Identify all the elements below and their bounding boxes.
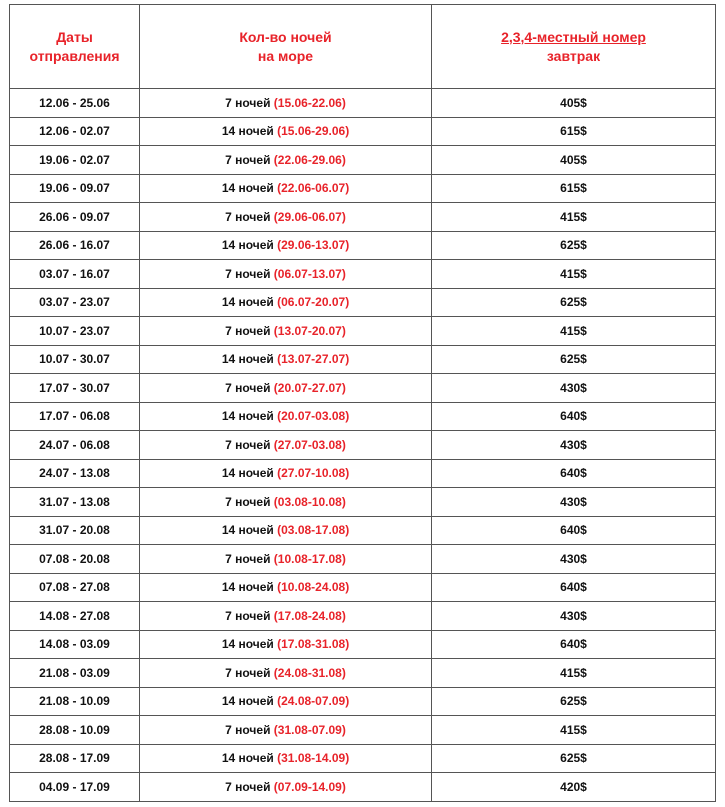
stay-period: (10.08-17.08) xyxy=(273,551,346,566)
nights-count: 7 ночей xyxy=(225,551,271,566)
header-room-price xyxy=(432,5,716,89)
nights-count: 14 ночей xyxy=(221,637,274,652)
stay-period: (13.07-20.07) xyxy=(273,323,346,338)
nights-cell xyxy=(140,488,432,517)
price-value: 415$ xyxy=(560,323,587,338)
table-row xyxy=(10,545,716,574)
stay-period: (24.08-07.09) xyxy=(277,694,350,709)
departure-dates: 19.06 - 09.07 xyxy=(39,181,110,196)
price-cell xyxy=(432,174,716,203)
stay-period: (29.06-13.07) xyxy=(277,238,350,253)
departure-dates-cell xyxy=(10,402,140,431)
departure-dates: 31.07 - 13.08 xyxy=(39,494,110,509)
nights-count: 7 ночей xyxy=(225,323,271,338)
nights-count: 7 ночей xyxy=(225,209,271,224)
price-cell xyxy=(432,516,716,545)
stay-period: (06.07-13.07) xyxy=(273,266,346,281)
price-value: 615$ xyxy=(560,181,587,196)
header-departure-line-2: отправления xyxy=(29,47,120,64)
nights-count: 7 ночей xyxy=(225,608,271,623)
departure-dates: 28.08 - 10.09 xyxy=(39,722,110,737)
stay-period: (15.06-22.06) xyxy=(273,95,346,110)
table-row xyxy=(10,488,716,517)
price-value: 430$ xyxy=(560,551,587,566)
nights-count: 14 ночей xyxy=(221,409,274,424)
table-row xyxy=(10,288,716,317)
nights-cell xyxy=(140,659,432,688)
departure-dates: 26.06 - 16.07 xyxy=(39,238,110,253)
header-departure-dates xyxy=(10,5,140,89)
departure-dates: 17.07 - 06.08 xyxy=(39,409,110,424)
departure-dates: 21.08 - 03.09 xyxy=(39,665,110,680)
departure-dates: 14.08 - 03.09 xyxy=(39,637,110,652)
nights-count: 14 ночей xyxy=(221,295,274,310)
price-cell xyxy=(432,459,716,488)
departure-dates-cell xyxy=(10,687,140,716)
stay-period: (31.08-14.09) xyxy=(277,751,350,766)
price-cell xyxy=(432,659,716,688)
departure-dates-cell xyxy=(10,174,140,203)
price-cell xyxy=(432,117,716,146)
departure-dates: 10.07 - 23.07 xyxy=(39,323,110,338)
nights-count: 7 ночей xyxy=(225,779,271,794)
price-cell xyxy=(432,431,716,460)
header-departure-line-1: Даты xyxy=(56,28,93,45)
price-value: 640$ xyxy=(560,466,587,481)
nights-cell xyxy=(140,89,432,118)
stay-period: (29.06-06.07) xyxy=(273,209,346,224)
departure-dates: 07.08 - 27.08 xyxy=(39,580,110,595)
price-cell xyxy=(432,687,716,716)
nights-cell xyxy=(140,402,432,431)
table-row xyxy=(10,117,716,146)
departure-dates-cell xyxy=(10,744,140,773)
stay-period: (27.07-03.08) xyxy=(273,437,346,452)
table-row xyxy=(10,260,716,289)
nights-count: 14 ночей xyxy=(221,466,274,481)
nights-count: 7 ночей xyxy=(225,494,271,509)
price-cell xyxy=(432,146,716,175)
nights-cell xyxy=(140,545,432,574)
price-cell xyxy=(432,89,716,118)
nights-cell xyxy=(140,203,432,232)
departure-dates: 03.07 - 16.07 xyxy=(39,266,110,281)
nights-count: 7 ночей xyxy=(225,380,271,395)
nights-count: 7 ночей xyxy=(225,266,271,281)
stay-period: (20.07-03.08) xyxy=(277,409,350,424)
nights-cell xyxy=(140,716,432,745)
table-row xyxy=(10,687,716,716)
price-value: 430$ xyxy=(560,380,587,395)
table-row xyxy=(10,573,716,602)
price-value: 415$ xyxy=(560,665,587,680)
nights-count: 7 ночей xyxy=(225,437,271,452)
departure-dates: 10.07 - 30.07 xyxy=(39,352,110,367)
stay-period: (15.06-29.06) xyxy=(277,124,350,139)
departure-dates-cell xyxy=(10,488,140,517)
price-cell xyxy=(432,716,716,745)
nights-cell xyxy=(140,516,432,545)
nights-count: 7 ночей xyxy=(225,722,271,737)
table-row xyxy=(10,146,716,175)
table-row xyxy=(10,317,716,346)
departure-dates: 19.06 - 02.07 xyxy=(39,152,110,167)
departure-dates: 04.09 - 17.09 xyxy=(39,779,110,794)
stay-period: (22.06-29.06) xyxy=(273,152,346,167)
departure-dates: 03.07 - 23.07 xyxy=(39,295,110,310)
price-cell xyxy=(432,317,716,346)
price-value: 420$ xyxy=(560,779,587,794)
price-cell xyxy=(432,374,716,403)
nights-cell xyxy=(140,345,432,374)
nights-count: 7 ночей xyxy=(225,152,271,167)
price-value: 625$ xyxy=(560,295,587,310)
price-value: 405$ xyxy=(560,95,587,110)
nights-cell xyxy=(140,146,432,175)
table-row xyxy=(10,89,716,118)
price-value: 640$ xyxy=(560,523,587,538)
price-value: 625$ xyxy=(560,352,587,367)
departure-dates: 07.08 - 20.08 xyxy=(39,551,110,566)
nights-count: 14 ночей xyxy=(221,580,274,595)
price-cell xyxy=(432,744,716,773)
price-cell xyxy=(432,773,716,802)
table-row xyxy=(10,716,716,745)
table-row xyxy=(10,459,716,488)
nights-cell xyxy=(140,317,432,346)
departure-dates-cell xyxy=(10,573,140,602)
departure-dates: 21.08 - 10.09 xyxy=(39,694,110,709)
price-cell xyxy=(432,602,716,631)
departure-dates: 14.08 - 27.08 xyxy=(39,608,110,623)
price-value: 430$ xyxy=(560,608,587,623)
stay-period: (03.08-17.08) xyxy=(277,523,350,538)
nights-cell xyxy=(140,459,432,488)
nights-count: 14 ночей xyxy=(221,352,274,367)
stay-period: (17.08-31.08) xyxy=(277,637,350,652)
departure-dates-cell xyxy=(10,773,140,802)
table-row xyxy=(10,402,716,431)
table-row xyxy=(10,231,716,260)
price-value: 640$ xyxy=(560,580,587,595)
table-row xyxy=(10,431,716,460)
nights-count: 14 ночей xyxy=(221,523,274,538)
table-header xyxy=(10,5,716,89)
price-value: 625$ xyxy=(560,751,587,766)
departure-dates: 28.08 - 17.09 xyxy=(39,751,110,766)
header-room-type: 2,3,4-местный номер xyxy=(501,28,646,45)
price-cell xyxy=(432,203,716,232)
price-value: 625$ xyxy=(560,694,587,709)
departure-dates-cell xyxy=(10,203,140,232)
departure-dates-cell xyxy=(10,659,140,688)
price-cell xyxy=(432,288,716,317)
stay-period: (03.08-10.08) xyxy=(273,494,346,509)
departure-dates: 26.06 - 09.07 xyxy=(39,209,110,224)
table-row xyxy=(10,659,716,688)
nights-count: 14 ночей xyxy=(221,238,274,253)
departure-dates-cell xyxy=(10,630,140,659)
price-cell xyxy=(432,573,716,602)
price-value: 625$ xyxy=(560,238,587,253)
nights-cell xyxy=(140,687,432,716)
nights-cell xyxy=(140,630,432,659)
departure-dates-cell xyxy=(10,459,140,488)
header-nights xyxy=(140,5,432,89)
departure-dates-cell xyxy=(10,317,140,346)
stay-period: (27.07-10.08) xyxy=(277,466,350,481)
table-row xyxy=(10,516,716,545)
price-cell xyxy=(432,402,716,431)
header-meal-plan: завтрак xyxy=(546,47,601,64)
table-row xyxy=(10,345,716,374)
nights-count: 7 ночей xyxy=(225,665,271,680)
nights-count: 7 ночей xyxy=(225,95,271,110)
price-cell xyxy=(432,488,716,517)
nights-count: 14 ночей xyxy=(221,181,274,196)
departure-dates-cell xyxy=(10,288,140,317)
nights-cell xyxy=(140,260,432,289)
departure-dates: 12.06 - 02.07 xyxy=(39,124,110,139)
table-row xyxy=(10,773,716,802)
stay-period: (07.09-14.09) xyxy=(273,779,346,794)
departure-dates: 17.07 - 30.07 xyxy=(39,380,110,395)
price-value: 415$ xyxy=(560,209,587,224)
table-row xyxy=(10,602,716,631)
header-nights-line-2: на море xyxy=(257,47,314,64)
departure-dates-cell xyxy=(10,516,140,545)
price-cell xyxy=(432,260,716,289)
price-cell xyxy=(432,231,716,260)
nights-cell xyxy=(140,231,432,260)
table-row xyxy=(10,203,716,232)
nights-cell xyxy=(140,117,432,146)
price-value: 430$ xyxy=(560,437,587,452)
table-body xyxy=(10,89,716,802)
departure-dates-cell xyxy=(10,716,140,745)
price-value: 415$ xyxy=(560,266,587,281)
stay-period: (13.07-27.07) xyxy=(277,352,350,367)
stay-period: (10.08-24.08) xyxy=(277,580,350,595)
departure-dates-cell xyxy=(10,374,140,403)
departure-dates-cell xyxy=(10,231,140,260)
departure-dates-cell xyxy=(10,146,140,175)
nights-count: 14 ночей xyxy=(221,751,274,766)
stay-period: (20.07-27.07) xyxy=(273,380,346,395)
nights-cell xyxy=(140,773,432,802)
departure-dates: 24.07 - 13.08 xyxy=(39,466,110,481)
nights-count: 14 ночей xyxy=(221,124,274,139)
departure-dates-cell xyxy=(10,602,140,631)
price-cell xyxy=(432,545,716,574)
price-value: 430$ xyxy=(560,494,587,509)
departure-dates-cell xyxy=(10,431,140,460)
table-row xyxy=(10,174,716,203)
departure-dates: 12.06 - 25.06 xyxy=(39,95,110,110)
price-value: 415$ xyxy=(560,722,587,737)
departure-dates-cell xyxy=(10,89,140,118)
nights-cell xyxy=(140,374,432,403)
stay-period: (06.07-20.07) xyxy=(277,295,350,310)
stay-period: (31.08-07.09) xyxy=(273,722,346,737)
price-cell xyxy=(432,345,716,374)
nights-cell xyxy=(140,174,432,203)
table-row xyxy=(10,374,716,403)
departure-dates-cell xyxy=(10,345,140,374)
stay-period: (24.08-31.08) xyxy=(273,665,346,680)
price-value: 615$ xyxy=(560,124,587,139)
stay-period: (17.08-24.08) xyxy=(273,608,346,623)
price-value: 640$ xyxy=(560,637,587,652)
price-cell xyxy=(432,630,716,659)
nights-cell xyxy=(140,288,432,317)
stay-period: (22.06-06.07) xyxy=(277,181,350,196)
header-nights-line-1: Кол-во ночей xyxy=(239,28,332,45)
nights-cell xyxy=(140,573,432,602)
price-value: 640$ xyxy=(560,409,587,424)
table-row xyxy=(10,744,716,773)
departure-dates-cell xyxy=(10,545,140,574)
price-table xyxy=(9,4,716,802)
nights-count: 14 ночей xyxy=(221,694,274,709)
departure-dates: 31.07 - 20.08 xyxy=(39,523,110,538)
header-row xyxy=(10,5,716,89)
nights-cell xyxy=(140,602,432,631)
departure-dates-cell xyxy=(10,117,140,146)
departure-dates: 24.07 - 06.08 xyxy=(39,437,110,452)
nights-cell xyxy=(140,431,432,460)
departure-dates-cell xyxy=(10,260,140,289)
nights-cell xyxy=(140,744,432,773)
table-row xyxy=(10,630,716,659)
price-value: 405$ xyxy=(560,152,587,167)
